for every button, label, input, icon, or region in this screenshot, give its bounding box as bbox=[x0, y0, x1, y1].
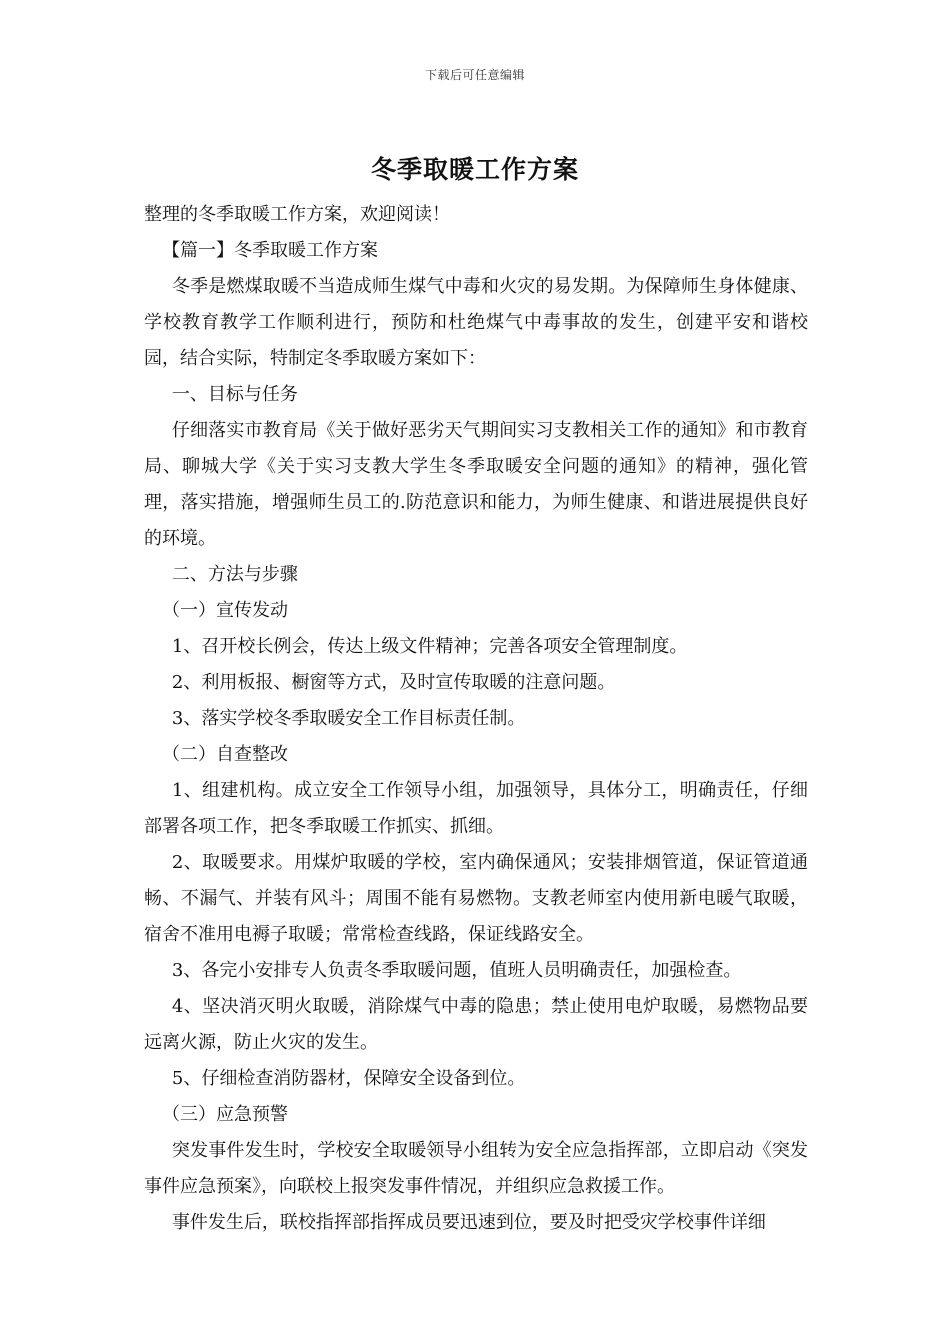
subsection-heading: （二）自查整改 bbox=[162, 744, 288, 765]
list-item: 2、取暖要求。用煤炉取暖的学校，室内确保通风；安装排烟管道，保证管道通畅、不漏气、并装有风斗；周围不能有易燃物。支教老师室内使用新电暖气取暖，宿舍不准用电褥子取暖；常常检查线路，保证线路安全。 bbox=[144, 852, 808, 945]
list-item: 1、组建机构。成立安全工作领导小组，加强领导，具体分工，明确责任，仔细部署各项工作，把冬季取暖工作抓实、抓细。 bbox=[144, 780, 808, 837]
section-heading: 【篇一】冬季取暖工作方案 bbox=[162, 240, 378, 261]
list-item: 2、利用板报、橱窗等方式，及时宣传取暖的注意问题。 bbox=[171, 672, 616, 693]
document-body bbox=[144, 197, 808, 1241]
body-paragraph: 冬季是燃煤取暖不当造成师生煤气中毒和火灾的易发期。为保障师生身体健康、学校教育教学工作顺利进行，预防和杜绝煤气中毒事故的发生，创建平安和谐校园，结合实际，特制定冬季取暖方案如下： bbox=[144, 276, 808, 369]
list-item: 5、仔细检查消防器材，保障安全设备到位。 bbox=[171, 1068, 526, 1089]
page-title: 冬季取暖工作方案 bbox=[370, 155, 579, 184]
list-item: 3、落实学校冬季取暖安全工作目标责任制。 bbox=[171, 708, 526, 729]
header-note: 下载后可任意编辑 bbox=[424, 68, 525, 82]
list-item: 1、召开校长例会，传达上级文件精神；完善各项安全管理制度。 bbox=[171, 636, 688, 657]
section-heading: 二、方法与步骤 bbox=[171, 564, 298, 585]
list-item: 4、坚决消灭明火取暖，消除煤气中毒的隐患；禁止使用电炉取暖，易燃物品要远离火源，防止火灾的发生。 bbox=[144, 996, 808, 1053]
list-item: 3、各完小安排专人负责冬季取暖问题，值班人员明确责任，加强检查。 bbox=[171, 960, 742, 981]
intro-paragraph: 整理的冬季取暖工作方案，欢迎阅读！ bbox=[144, 204, 450, 225]
section-heading: 一、目标与任务 bbox=[171, 384, 298, 405]
body-paragraph: 突发事件发生时，学校安全取暖领导小组转为安全应急指挥部，立即启动《突发事件应急预案》，向联校上报突发事件情况，并组织应急救援工作。 bbox=[144, 1140, 808, 1197]
subsection-heading: （一）宣传发动 bbox=[162, 600, 288, 621]
body-paragraph: 仔细落实市教育局《关于做好恶劣天气期间实习支教相关工作的通知》和市教育局、聊城大学《关于实习支教大学生冬季取暖安全问题的通知》的精神，强化管理，落实措施，增强师生员工的.防范意识和能力，为师生健康、和谐进展提供良好的环境。 bbox=[144, 420, 808, 549]
body-paragraph: 事件发生后，联校指挥部指挥成员要迅速到位，要及时把受灾学校事件详细 bbox=[171, 1212, 766, 1233]
subsection-heading: （三）应急预警 bbox=[162, 1104, 288, 1125]
